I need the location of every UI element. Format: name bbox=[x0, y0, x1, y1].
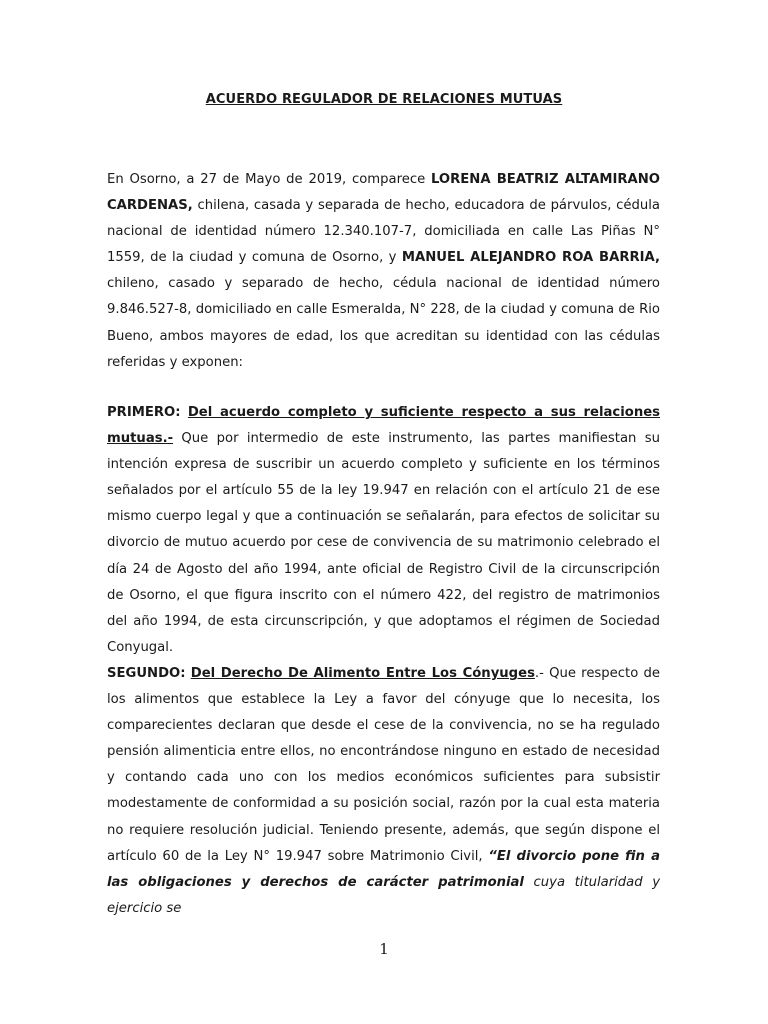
document-title: ACUERDO REGULADOR DE RELACIONES MUTUAS bbox=[205, 92, 563, 107]
party-2-name: MANUEL ALEJANDRO ROA BARRIA, bbox=[401, 250, 660, 266]
clause-primero-label: PRIMERO: bbox=[107, 405, 181, 420]
clause-primero-heading: Del acuerdo completo y suficiente respecto a sus relaciones mutuas.- bbox=[107, 405, 660, 447]
clause-segundo bbox=[107, 661, 660, 922]
intro-text-3: chileno, casado y separado de hecho, cédula nacional de identidad número 9.846.527-8, domiciliado en calle Esmeralda, N° 228, de la ciudad y comuna de Rio Bueno, ambos mayores de edad, los que acreditan su identidad con las cédulas referidas y exponen: bbox=[107, 276, 660, 370]
clause-segundo-heading: Del Derecho De Alimento Entre Los Cónyuges bbox=[190, 666, 535, 681]
page-number: 1 bbox=[379, 940, 389, 958]
clause-segundo-body: .- Que respecto de los alimentos que establece la Ley a favor del cónyuge que lo necesita, los comparecientes declaran que desde el cese de la convivencia, no se ha regulado pensión alimenticia entre ellos, no encontrándose ninguno en estado de necesidad y contando cada uno con los medios económicos suficientes para subsistir modestamente de conformidad a su posición social, razón por la cual esta materia no requiere resolución judicial. Teniendo presente, además, que según dispone el artículo 60 de la Ley N° 19.947 sobre Matrimonio Civil, bbox=[107, 666, 660, 864]
party-1-name: LORENA BEATRIZ ALTAMIRANO CARDENAS, bbox=[107, 172, 660, 214]
clause-primero-body: Que por intermedio de este instrumento, las partes manifiestan su intención expresa de suscribir un acuerdo completo y suficiente en los términos señalados por el artículo 55 de la ley 19.947 en relación con el artículo 21 de ese mismo cuerpo legal y que a continuación se señalarán, para efectos de solicitar su divorcio de mutuo acuerdo por cese de convivencia de su matrimonio celebrado el día 24 de Agosto del año 1994, ante oficial de Registro Civil de la circunscripción de Osorno, el que figura inscrito con el número 422, del registro de matrimonios del año 1994, de esta circunscripción, y que adoptamos el régimen de Sociedad Conyugal. bbox=[107, 431, 660, 655]
intro-text-1: En Osorno, a 27 de Mayo de 2019, comparece bbox=[107, 172, 431, 187]
intro-text-2: chilena, casada y separada de hecho, educadora de párvulos, cédula nacional de identidad número 12.340.107-7, domiciliada en calle Las Piñas N° 1559, de la ciudad y comuna de Osorno, y bbox=[107, 198, 660, 266]
clause-segundo-quote: “El divorcio pone fin a las obligaciones y derechos de carácter patrimonial bbox=[107, 848, 660, 890]
clause-primero bbox=[107, 400, 660, 661]
intro-paragraph bbox=[107, 167, 660, 376]
clause-segundo-continuation: cuya titularidad y ejercicio se bbox=[107, 874, 660, 916]
clause-segundo-label: SEGUNDO: bbox=[107, 666, 186, 681]
